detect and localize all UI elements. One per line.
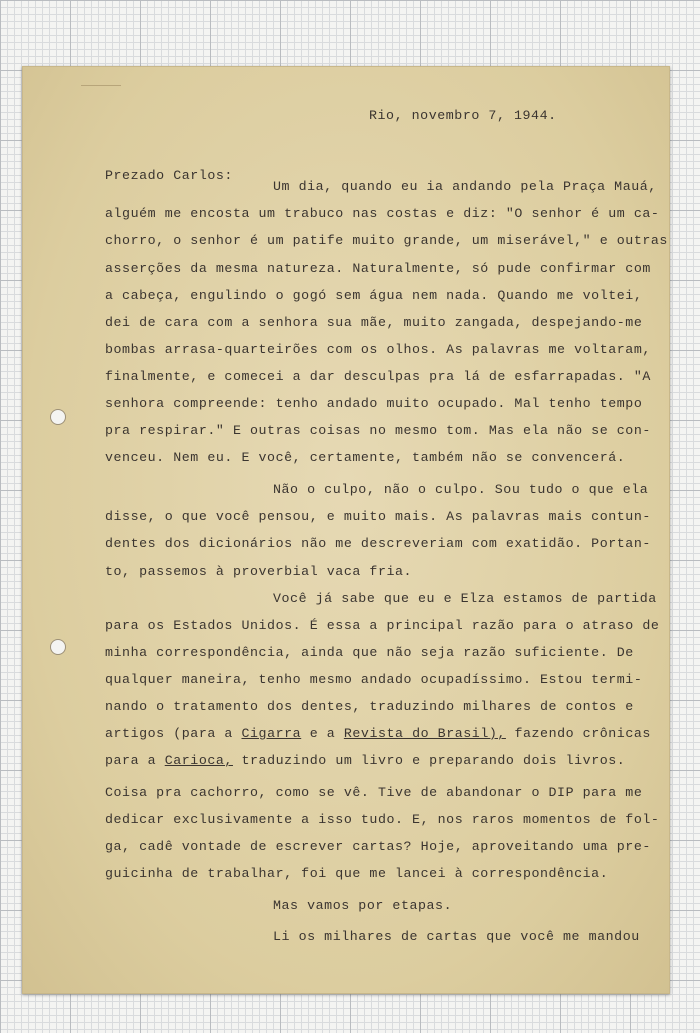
- text-line: dentes dos dicionários não me descreveriam com exatidão. Portan-: [105, 536, 651, 551]
- text-line: nando o tratamento dos dentes, traduzindo milhares de contos e: [105, 699, 634, 714]
- text-line: Você já sabe que eu e Elza estamos de partida: [273, 591, 657, 606]
- text-line: qualquer maneira, tenho mesmo andado ocupadíssimo. Estou termi-: [105, 672, 643, 687]
- text-line: a cabeça, engulindo o gogó sem água nem nada. Quando me voltei,: [105, 288, 643, 303]
- text-line: ga, cadê vontade de escrever cartas? Hoje, aproveitando uma pre-: [105, 839, 651, 854]
- text-line: disse, o que você pensou, e muito mais. As palavras mais contun-: [105, 509, 651, 524]
- letter-date: Rio, novembro 7, 1944.: [369, 108, 557, 123]
- text-fragment: para a: [105, 753, 165, 768]
- text-line: bombas arrasa-quarteirões com os olhos. As palavras me voltaram,: [105, 342, 651, 357]
- text-line: chorro, o senhor é um patife muito grande, um miserável," e outras: [105, 233, 668, 248]
- text-line: guicinha de trabalhar, foi que me lancei à correspondência.: [105, 866, 609, 881]
- text-line: para os Estados Unidos. É essa a principal razão para o atraso de: [105, 618, 660, 633]
- text-line: venceu. Nem eu. E você, certamente, também não se convencerá.: [105, 450, 626, 465]
- text-line: dedicar exclusivamente a isso tudo. E, nos raros momentos de fol-: [105, 812, 660, 827]
- text-fragment: fazendo crônicas: [505, 726, 651, 741]
- letter-salutation: Prezado Carlos:: [105, 168, 233, 183]
- text-line: pra respirar." E outras coisas no mesmo tom. Mas ela não se con-: [105, 423, 651, 438]
- text-line: [105, 726, 651, 742]
- text-line: Mas vamos por etapas.: [273, 898, 453, 913]
- magazine-title-revista: Revista do Brasil),: [343, 726, 506, 741]
- text-line: to, passemos à proverbial vaca fria.: [105, 564, 413, 579]
- text-line: [105, 753, 625, 769]
- text-line: Coisa pra cachorro, como se vê. Tive de abandonar o DIP para me: [105, 785, 643, 800]
- letter-sheet: [22, 66, 670, 994]
- text-line: finalmente, e comecei a dar desculpas pra lá de esfarrapadas. "A: [105, 369, 651, 384]
- text-line: Um dia, quando eu ia andando pela Praça Mauá,: [273, 179, 657, 194]
- text-line: alguém me encosta um trabuco nas costas e diz: "O senhor é um ca-: [105, 206, 660, 221]
- text-fragment: traduzindo um livro e preparando dois livros.: [232, 753, 626, 768]
- text-fragment: artigos (para a: [105, 726, 242, 741]
- punch-hole-icon: [50, 409, 66, 425]
- magazine-title-carioca: Carioca,: [164, 753, 233, 768]
- text-line: Não o culpo, não o culpo. Sou tudo o que ela: [273, 482, 649, 497]
- paper-crease: [81, 85, 121, 90]
- text-line: asserções da mesma natureza. Naturalmente, só pude confirmar com: [105, 261, 651, 276]
- text-fragment: e a: [301, 726, 344, 741]
- text-line: minha correspondência, ainda que não seja razão suficiente. De: [105, 645, 634, 660]
- magazine-title-cigarra: Cigarra: [241, 726, 302, 741]
- punch-hole-icon: [50, 639, 66, 655]
- text-line: dei de cara com a senhora sua mãe, muito zangada, despejando-me: [105, 315, 643, 330]
- text-line: Li os milhares de cartas que você me mandou: [273, 929, 640, 944]
- text-line: senhora compreende: tenho andado muito ocupado. Mal tenho tempo: [105, 396, 643, 411]
